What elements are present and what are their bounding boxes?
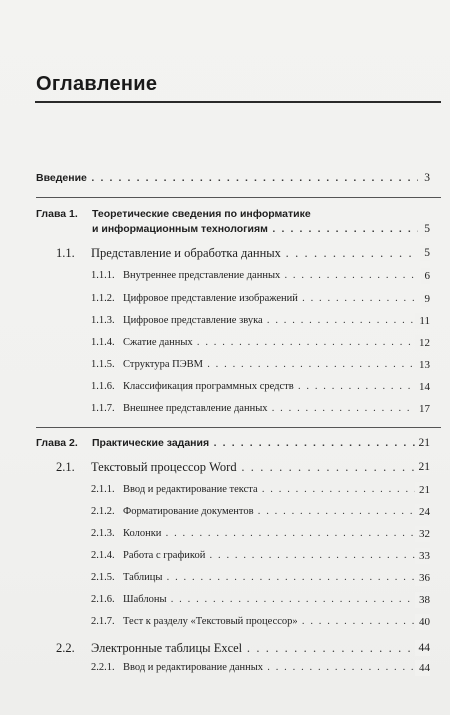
toc-entry-page: 5 xyxy=(420,221,430,237)
toc-subsection xyxy=(0,268,450,284)
toc-entry-page: 44 xyxy=(415,640,431,656)
toc-entry-page: 11 xyxy=(415,313,430,329)
toc-entry-number: 1.1.6. xyxy=(91,381,115,392)
toc-entry-title: Сжатие данных . . . xyxy=(123,335,418,351)
toc-section-1-1 xyxy=(0,245,450,261)
toc-subsection xyxy=(0,291,450,307)
toc-entry-title: Теоретические сведения по информатике xyxy=(92,208,311,220)
toc-entry-title: Шаблоны . . . xyxy=(123,592,418,608)
toc-entry-title: Представление и обработка данных . . . xyxy=(91,245,418,261)
toc-entry-number: 1.1.7. xyxy=(91,403,115,414)
toc-subsection xyxy=(0,504,450,520)
toc-entry-page: 9 xyxy=(421,291,431,307)
toc-entry-title: Внутреннее представление данных . . . xyxy=(123,268,418,284)
toc-entry-number: 2.2. xyxy=(56,641,75,655)
toc-subsection xyxy=(0,482,450,498)
toc-entry-intro xyxy=(0,170,450,186)
toc-entry-title-cont: и информационным технологиям . . . xyxy=(92,221,418,237)
section-divider xyxy=(36,197,441,198)
toc-chapter-2 xyxy=(0,435,450,451)
toc-entry-title: Работа с графикой . . . xyxy=(123,548,418,564)
toc-entry-title: Внешнее представление данных . . . xyxy=(123,401,418,417)
toc-entry-title: Колонки . . . xyxy=(123,526,418,542)
page-title: Оглавление xyxy=(36,73,158,95)
toc-entry-title: Ввод и редактирование текста . . . xyxy=(123,482,418,498)
toc-entry-page: 32 xyxy=(415,526,430,542)
toc-entry-number: Глава 1. xyxy=(36,208,78,220)
toc-entry-number: 2.1.6. xyxy=(91,594,115,605)
toc-entry-page: 38 xyxy=(415,592,430,608)
toc-subsection xyxy=(0,570,450,586)
toc-subsection xyxy=(0,614,450,630)
toc-entry-page: 13 xyxy=(415,357,430,373)
toc-entry-number: 2.1.2. xyxy=(91,506,115,517)
toc-entry-number: 2.1. xyxy=(56,460,75,474)
toc-entry-title: Тест к разделу «Текстовый процессор» . . . xyxy=(123,614,418,630)
toc-entry-number: 2.2.1. xyxy=(91,662,115,673)
toc-entry-page: 12 xyxy=(415,335,430,351)
toc-entry-page: 21 xyxy=(415,435,431,451)
toc-entry-title: Таблицы . . . xyxy=(123,570,418,586)
toc-entry-number: 2.1.3. xyxy=(91,528,115,539)
toc-subsection xyxy=(0,401,450,417)
toc-subsection xyxy=(0,313,450,329)
toc-entry-page: 14 xyxy=(415,379,430,395)
toc-section-2-1 xyxy=(0,459,450,475)
toc-entry-number: 1.1.1. xyxy=(91,270,115,281)
toc-entry-page: 40 xyxy=(415,614,430,630)
toc-entry-title: Введение . . . xyxy=(36,170,418,186)
toc-entry-number: 1.1.4. xyxy=(91,337,115,348)
toc-entry-title: Текстовый процессор Word . . . xyxy=(91,459,418,475)
toc-entry-page: 33 xyxy=(415,548,430,564)
toc-entry-number: 2.1.7. xyxy=(91,616,115,627)
toc-entry-title: Цифровое представление звука . . . xyxy=(123,313,418,329)
toc-entry-number: 2.1.1. xyxy=(91,484,115,495)
toc-subsection xyxy=(0,548,450,564)
toc-entry-title: Классификация программных средств . . . xyxy=(123,379,418,395)
toc-chapter-1-line2 xyxy=(0,221,450,237)
toc-subsection xyxy=(0,592,450,608)
toc-entry-title: Структура ПЭВМ . . . xyxy=(123,357,418,373)
toc-entry-title: Практические задания . . . xyxy=(92,435,418,451)
title-rule xyxy=(35,101,441,103)
toc-entry-page: 24 xyxy=(415,504,430,520)
toc-entry-number: 2.1.4. xyxy=(91,550,115,561)
toc-entry-page: 17 xyxy=(415,401,430,417)
toc-entry-title: Ввод и редактирование данных . . . xyxy=(123,660,418,676)
toc-entry-page: 21 xyxy=(415,482,430,498)
toc-entry-number: 1.1.3. xyxy=(91,315,115,326)
toc-entry-number: 1.1.5. xyxy=(91,359,115,370)
toc-entry-page: 5 xyxy=(420,245,430,261)
toc-entry-title: Форматирование документов . . . xyxy=(123,504,418,520)
toc-entry-title: Электронные таблицы Excel . . . xyxy=(91,640,418,656)
toc-entry-page: 21 xyxy=(415,459,431,475)
toc-entry-page: 6 xyxy=(421,268,431,284)
toc-subsection xyxy=(0,335,450,351)
toc-entry-number: 2.1.5. xyxy=(91,572,115,583)
toc-section-2-2 xyxy=(0,640,450,656)
toc-entry-page: 3 xyxy=(420,170,430,186)
toc-chapter-1-line1 xyxy=(0,206,450,222)
toc-entry-title: Цифровое представление изображений . . . xyxy=(123,291,418,307)
toc-entry-page: 44 xyxy=(415,660,430,676)
toc-entry-number: 1.1.2. xyxy=(91,293,115,304)
toc-entry-number: Глава 2. xyxy=(36,437,78,449)
section-divider xyxy=(36,427,441,428)
toc-subsection xyxy=(0,660,450,676)
toc-subsection xyxy=(0,379,450,395)
toc-subsection xyxy=(0,357,450,373)
toc-subsection xyxy=(0,526,450,542)
toc-entry-page: 36 xyxy=(415,570,430,586)
toc-entry-number: 1.1. xyxy=(56,246,75,260)
